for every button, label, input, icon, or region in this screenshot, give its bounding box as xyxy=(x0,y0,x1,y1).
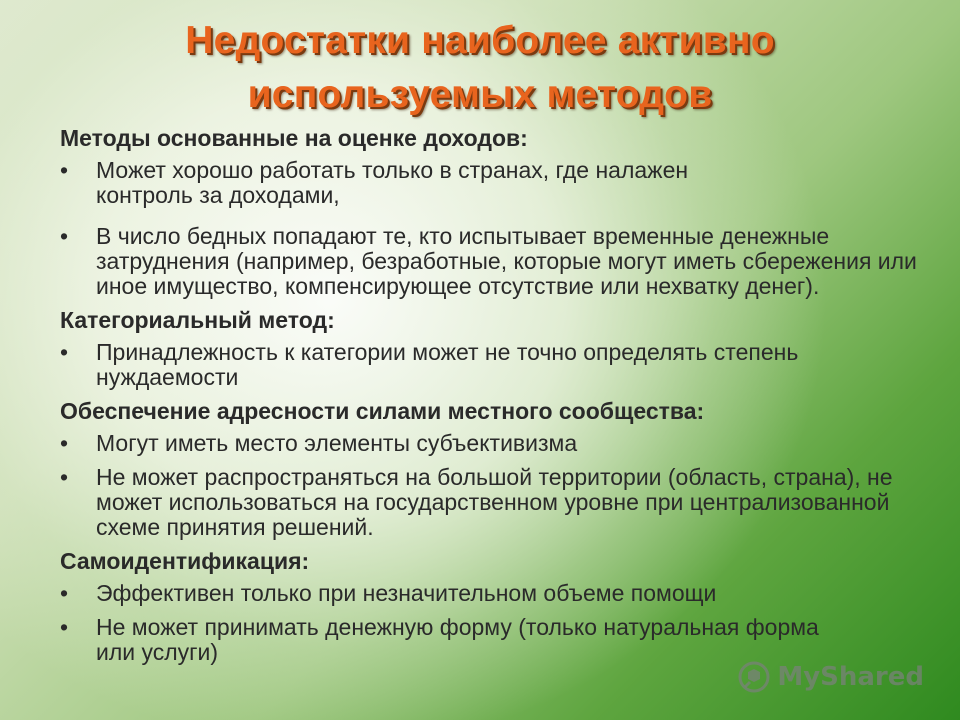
title-line-1: Недостатки наиболее активно xyxy=(185,19,775,62)
list-item xyxy=(60,431,920,456)
bullet-icon: • xyxy=(60,157,69,183)
watermark xyxy=(737,660,924,694)
list-item xyxy=(60,581,920,606)
title-line-2: используемых методов xyxy=(247,73,713,116)
bullet-icon: • xyxy=(60,464,69,490)
list-item-text: Принадлежность к категории может не точно определять степень нуждаемости xyxy=(96,339,799,390)
section-heading-self-identification: Самоидентификация: xyxy=(60,548,310,574)
section-heading-community: Обеспечение адресности силами местного сообщества: xyxy=(60,398,705,424)
list-item xyxy=(60,615,920,665)
list-item xyxy=(60,465,920,540)
list-item-text: Эффективен только при незначительном объеме помощи xyxy=(96,580,717,606)
watermark-text: MyShared xyxy=(777,662,924,692)
list-item-text: В число бедных попадают те, кто испытывает временные денежные затруднения (например, безработные, которые могут иметь сбережения или иное имущество, компенсирующее отсутствие или нехватку денег). xyxy=(96,223,917,299)
slide-content xyxy=(60,126,920,674)
list-item xyxy=(60,340,920,390)
bullet-icon: • xyxy=(60,430,69,456)
bullet-icon: • xyxy=(60,339,69,365)
section-heading-category: Категориальный метод: xyxy=(60,307,335,333)
bullet-icon: • xyxy=(60,223,69,249)
list-item xyxy=(60,224,920,299)
list-item-text: Не может принимать денежную форму (только натуральная форма или услуги) xyxy=(96,614,819,665)
list-item-text: Может хорошо работать только в странах, где налажен контроль за доходами, xyxy=(96,157,689,208)
bullet-icon: • xyxy=(60,580,69,606)
section-heading-income: Методы основанные на оценке доходов: xyxy=(60,125,528,151)
bullet-icon: • xyxy=(60,614,69,640)
myshared-logo-icon xyxy=(737,660,771,694)
slide-title xyxy=(120,14,840,122)
list-item xyxy=(60,158,920,208)
list-item-text: Не может распространяться на большой территории (область, страна), не может использоваться на государственном уровне при централизованной схеме принятия решений. xyxy=(96,464,893,540)
list-item-text: Могут иметь место элементы субъективизма xyxy=(96,430,578,456)
